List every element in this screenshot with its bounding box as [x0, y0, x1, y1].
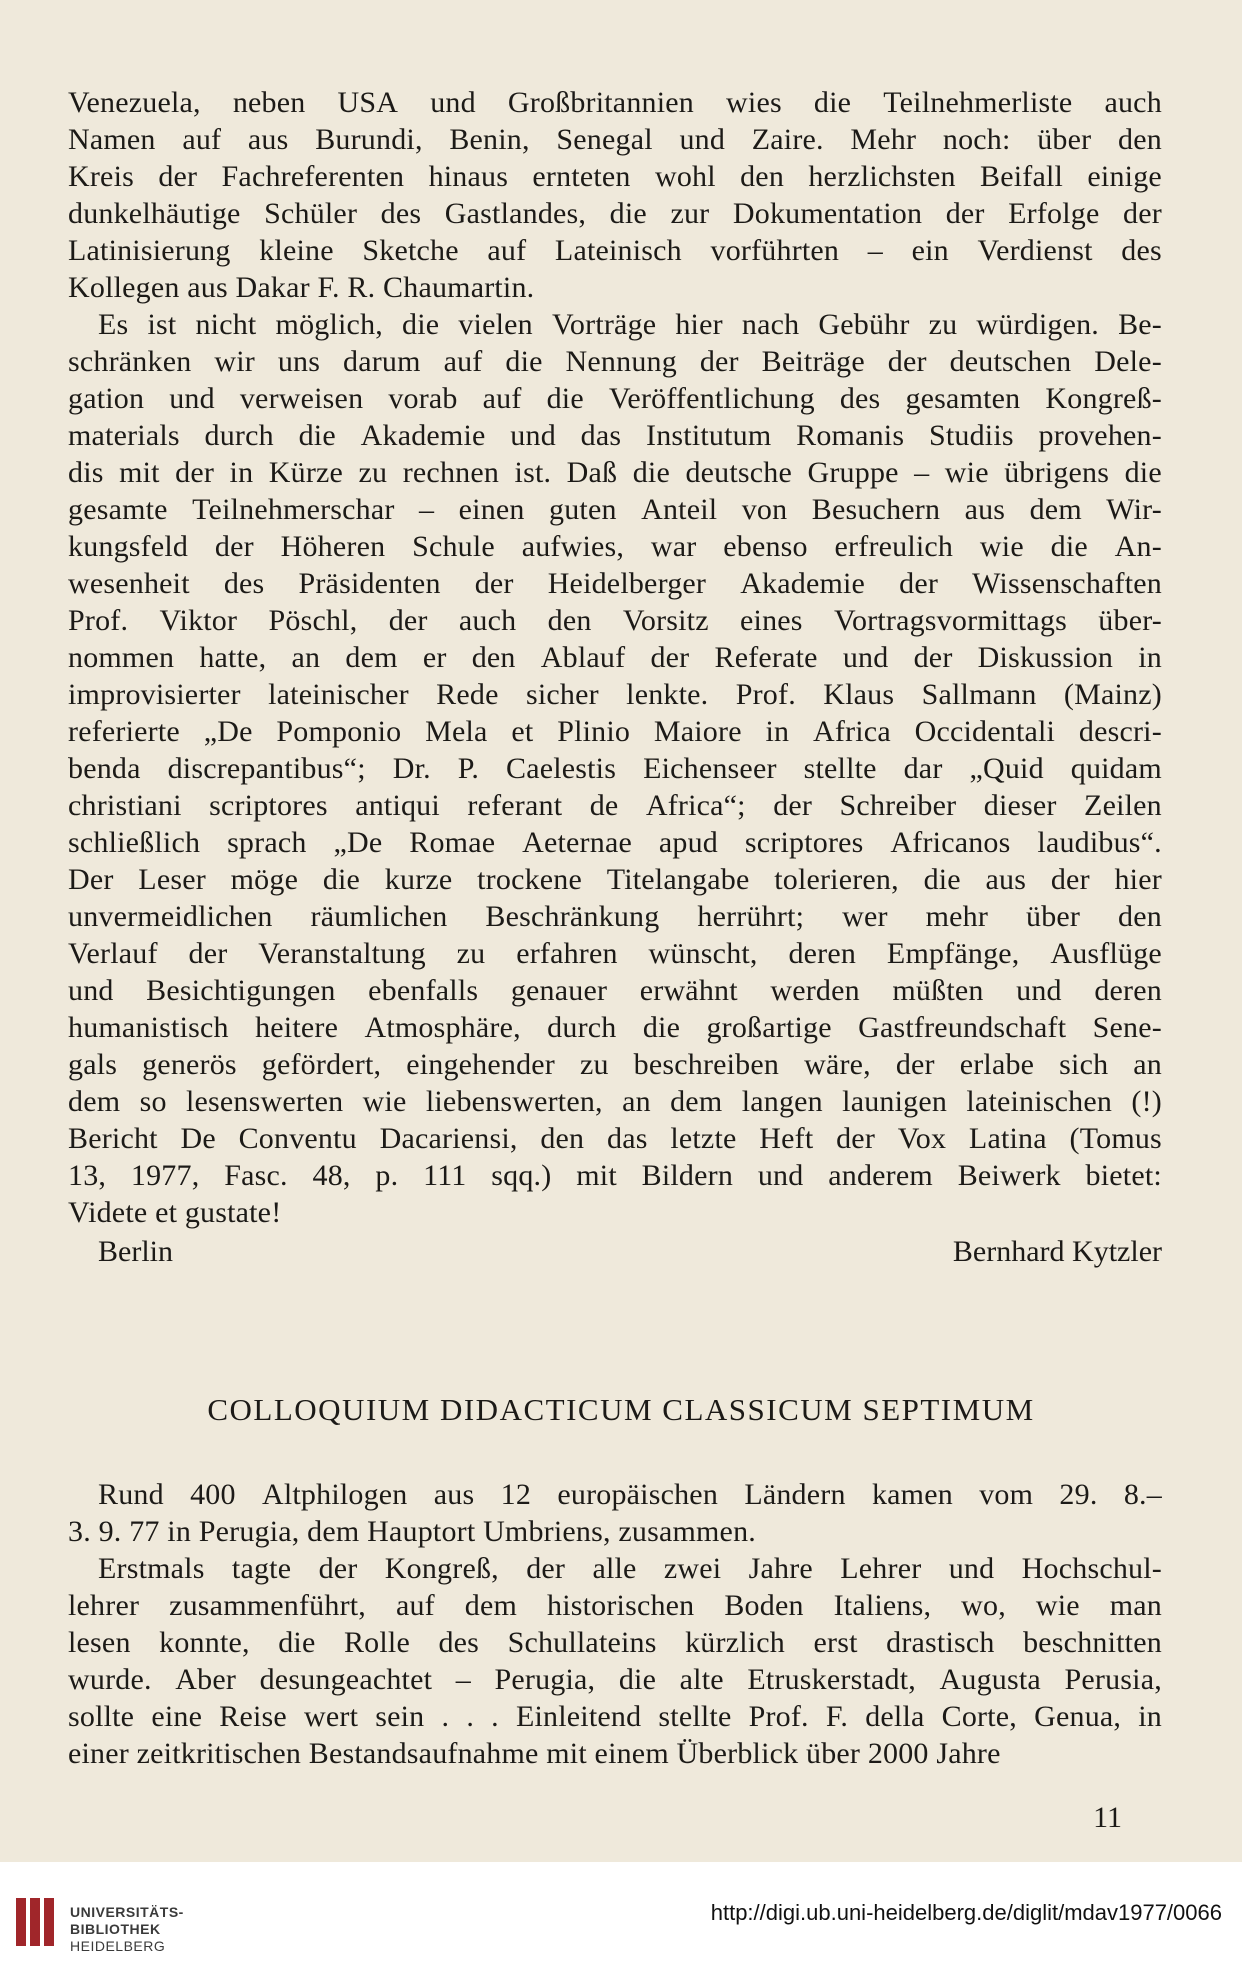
text-line: Kollegen aus Dakar F. R. Chaumartin. [68, 271, 535, 304]
text-line: Latinisierung kleine Sketche auf Lateinisch vorführten – ein Verdienst des [68, 234, 1162, 267]
text-line: nommen hatte, an dem er den Ablauf der Referate und der Diskussion in [68, 641, 1162, 674]
text-line: referierte „De Pomponio Mela et Plinio Maiore in Africa Occidentali descri- [68, 715, 1162, 748]
paragraph-2 [68, 306, 1162, 1231]
text-line: gesamte Teilnehmerschar – einen guten Anteil von Besuchern aus dem Wir- [68, 493, 1162, 526]
text-line: einer zeitkritischen Bestandsaufnahme mit einem Überblick über 2000 Jahre [68, 1737, 1001, 1770]
paragraph-4 [68, 1550, 1162, 1772]
paragraph-3 [68, 1476, 1162, 1550]
text-line: schließlich sprach „De Romae Aeternae apud scriptores Africanos laudibus“. [68, 826, 1162, 859]
signature-line [98, 1235, 1162, 1269]
text-column-bottom [68, 1476, 1162, 1772]
text-line: 13, 1977, Fasc. 48, p. 111 sqq.) mit Bildern und anderem Beiwerk bietet: [68, 1159, 1162, 1192]
text-line: kungsfeld der Höheren Schule aufwies, war ebenso erfreulich wie die An- [68, 530, 1162, 563]
library-name: UNIVERSITÄTS- BIBLIOTHEK HEIDELBERG [70, 1904, 184, 1954]
text-line: benda discrepantibus“; Dr. P. Caelestis Eichenseer stellte dar „Quid quidam [68, 752, 1162, 785]
text-line: gals generös gefördert, eingehender zu beschreiben wäre, der erlabe sich an [68, 1048, 1162, 1081]
text-line: Erstmals tagte der Kongreß, der alle zwei Jahre Lehrer und Hochschul- [98, 1552, 1162, 1585]
text-line: 3. 9. 77 in Perugia, dem Hauptort Umbriens, zusammen. [68, 1515, 756, 1548]
text-line: sollte eine Reise wert sein . . . Einleitend stellte Prof. F. della Corte, Genua, in [68, 1700, 1162, 1733]
text-line: Namen auf aus Burundi, Benin, Senegal und Zaire. Mehr noch: über den [68, 123, 1162, 156]
text-line: und Besichtigungen ebenfalls genauer erwähnt werden müßten und deren [68, 974, 1162, 1007]
text-column-top [68, 84, 1162, 1231]
text-line: humanistisch heitere Atmosphäre, durch die großartige Gastfreundschaft Sene- [68, 1011, 1162, 1044]
paragraph-1 [68, 84, 1162, 306]
text-line: Videte et gustate! [68, 1196, 282, 1229]
text-line: lesen konnte, die Rolle des Schullateins kürzlich erst drastisch beschnitten [68, 1626, 1162, 1659]
text-line: Prof. Viktor Pöschl, der auch den Vorsitz eines Vortragsvormittags über- [68, 604, 1162, 637]
text-line: improvisierter lateinischer Rede sicher lenkte. Prof. Klaus Sallmann (Mainz) [68, 678, 1162, 711]
text-line: materials durch die Akademie und das Institutum Romanis Studiis provehen- [68, 419, 1162, 452]
signature-author: Bernhard Kytzler [952, 1235, 1162, 1268]
text-line: Es ist nicht möglich, die vielen Vorträge hier nach Gebühr zu würdigen. Be- [98, 308, 1162, 341]
source-url-link[interactable]: http://digi.ub.uni-heidelberg.de/diglit/mdav1977/0066 [710, 1900, 1222, 1925]
text-line: wesenheit des Präsidenten der Heidelberger Akademie der Wissenschaften [68, 567, 1162, 600]
library-logo-icon [12, 1892, 60, 1952]
text-line: Kreis der Fachreferenten hinaus ernteten wohl den herzlichsten Beifall einige [68, 160, 1162, 193]
text-line: dis mit der in Kürze zu rechnen ist. Daß die deutsche Gruppe – wie übrigens die [68, 456, 1162, 489]
text-line: Verlauf der Veranstaltung zu erfahren wünscht, deren Empfänge, Ausflüge [68, 937, 1162, 970]
signature-place: Berlin [98, 1235, 173, 1268]
page-number: 11 [1093, 1801, 1122, 1834]
text-line: gation und verweisen vorab auf die Veröffentlichung des gesamten Kongreß- [68, 382, 1162, 415]
text-line: lehrer zusammenführt, auf dem historischen Boden Italiens, wo, wie man [68, 1589, 1162, 1622]
text-line: unvermeidlichen räumlichen Beschränkung herrührt; wer mehr über den [68, 900, 1162, 933]
text-line: Venezuela, neben USA und Großbritannien wies die Teilnehmerliste auch [68, 86, 1162, 119]
text-line: dem so lesenswerten wie liebenswerten, an dem langen launigen lateinischen (!) [68, 1085, 1162, 1118]
text-line: christiani scriptores antiqui referant de Africa“; der Schreiber dieser Zeilen [68, 789, 1162, 822]
text-line: Der Leser möge die kurze trockene Titelangabe tolerieren, die aus der hier [68, 863, 1162, 896]
text-line: Rund 400 Altphilogen aus 12 europäischen Ländern kamen vom 29. 8.– [98, 1478, 1162, 1511]
section-heading: COLLOQUIUM DIDACTICUM CLASSICUM SEPTIMUM [207, 1392, 1035, 1427]
text-line: wurde. Aber desungeachtet – Perugia, die alte Etruskerstadt, Augusta Perusia, [68, 1663, 1162, 1696]
text-line: dunkelhäutige Schüler des Gastlandes, die zur Dokumentation der Erfolge der [68, 197, 1162, 230]
text-line: Bericht De Conventu Dacariensi, den das letzte Heft der Vox Latina (Tomus [68, 1122, 1162, 1155]
text-line: schränken wir uns darum auf die Nennung der Beiträge der deutschen Dele- [68, 345, 1162, 378]
footer-bar [0, 1862, 1242, 1982]
